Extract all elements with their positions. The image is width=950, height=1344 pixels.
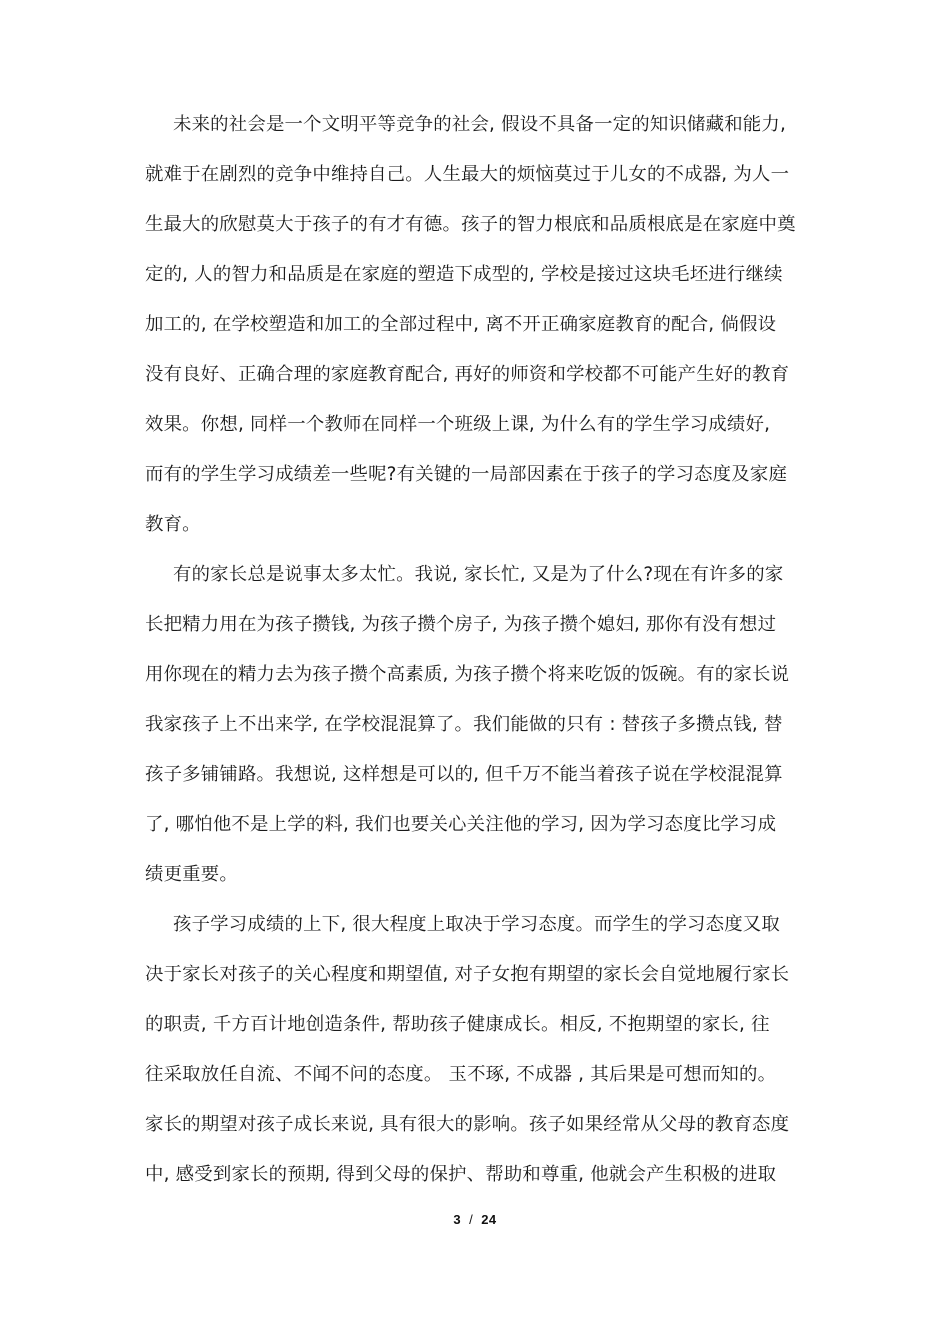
text-line: 而有的学生学习成绩差一些呢?有关键的一局部因素在于孩子的学习态度及家庭 bbox=[145, 464, 788, 485]
text-line: 未来的社会是一个文明平等竞争的社会, 假设不具备一定的知识储藏和能力, bbox=[173, 114, 787, 135]
text-line: 决于家长对孩子的关心程度和期望值, 对子女抱有期望的家长会自觉地履行家长 bbox=[145, 964, 790, 985]
text-line: 孩子多铺铺路。我想说, 这样想是可以的, 但千万不能当着孩子说在学校混混算 bbox=[145, 764, 783, 785]
text-line: 了, 哪怕他不是上学的料, 我们也要关心关注他的学习, 因为学习态度比学习成 bbox=[145, 814, 777, 835]
text-line: 定的, 人的智力和品质是在家庭的塑造下成型的, 学校是接过这块毛坯进行继续 bbox=[145, 264, 783, 285]
paragraph-3 bbox=[145, 907, 817, 1207]
text-line: 有的家长总是说事太多太忙。我说, 家长忙, 又是为了什么?现在有许多的家 bbox=[173, 564, 784, 585]
text-line: 长把精力用在为孩子攒钱, 为孩子攒个房子, 为孩子攒个媳妇, 那你有没有想过 bbox=[145, 614, 777, 635]
text-line: 用你现在的精力去为孩子攒个高素质, 为孩子攒个将来吃饭的饭碗。有的家长说 bbox=[145, 664, 790, 685]
text-line: 的职责, 千方百计地创造条件, 帮助孩子健康成长。相反, 不抱期望的家长, 往 bbox=[145, 1014, 770, 1035]
paragraph-2 bbox=[145, 557, 817, 907]
document-body bbox=[145, 107, 817, 1207]
text-line: 就难于在剧烈的竞争中维持自己。人生最大的烦恼莫过于儿女的不成器, 为人一 bbox=[145, 164, 790, 185]
text-line: 中, 感受到家长的预期, 得到父母的保护、帮助和尊重, 他就会产生积极的进取 bbox=[145, 1164, 777, 1185]
text-line: 生最大的欣慰莫大于孩子的有才有德。孩子的智力根底和品质根底是在家庭中奠 bbox=[145, 214, 796, 235]
text-line: 没有良好、正确合理的家庭教育配合, 再好的师资和学校都不可能产生好的教育 bbox=[145, 364, 790, 385]
text-line: 教育。 bbox=[145, 514, 201, 535]
page-number-footer bbox=[0, 1212, 950, 1227]
paragraph-1 bbox=[145, 107, 817, 557]
text-line: 效果。你想, 同样一个教师在同样一个班级上课, 为什么有的学生学习成绩好, bbox=[145, 414, 771, 435]
text-line: 孩子学习成绩的上下, 很大程度上取决于学习态度。而学生的学习态度又取 bbox=[173, 914, 780, 935]
text-line: 家长的期望对孩子成长来说, 具有很大的影响。孩子如果经常从父母的教育态度 bbox=[145, 1114, 790, 1135]
text-line: 加工的, 在学校塑造和加工的全部过程中, 离不开正确家庭教育的配合, 倘假设 bbox=[145, 314, 777, 335]
text-line: 绩更重要。 bbox=[145, 864, 238, 885]
text-line: 我家孩子上不出来学, 在学校混混算了。我们能做的只有 : 替孩子多攒点钱, 替 bbox=[145, 714, 783, 735]
page-current: 3 bbox=[453, 1212, 462, 1227]
page-total: 24 bbox=[481, 1212, 497, 1227]
text-line: 往采取放任自流、不闻不问的态度。 玉不琢, 不成器 , 其后果是可想而知的。 bbox=[145, 1064, 777, 1085]
page-separator: / bbox=[469, 1212, 474, 1227]
